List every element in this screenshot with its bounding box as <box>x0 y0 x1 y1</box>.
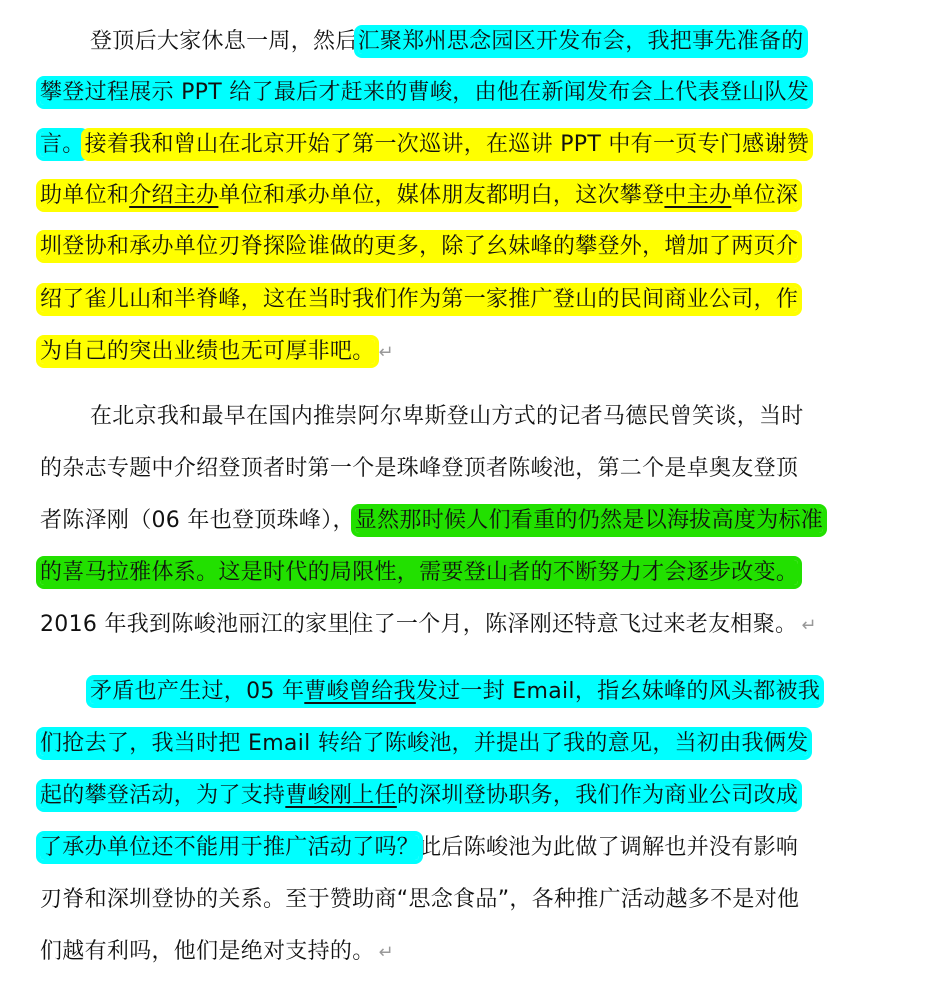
highlight-yellow: 助单位和介绍主办单位和承办单位，媒体朋友都明白，这次攀登中主办单位深 <box>40 183 799 208</box>
highlight-cyan: 起的攀登活动，为了支持曹峻刚上任的深圳登协职务，我们作为商业公司改成 <box>40 783 799 808</box>
underlined-text: 曹峻刚上任 <box>285 783 397 808</box>
para1-line5 <box>40 222 798 272</box>
para3-line6: 们越有利吗，他们是绝对支持的。 ↵ <box>40 939 394 964</box>
highlight-green: 显然那时候人们看重的仍然是以海拔高度为标准 <box>354 508 824 533</box>
highlight-cyan: 攀登过程展示 PPT 给了最后才赶来的曹峻，由他在新闻发布会上代表登山队发 <box>40 80 810 105</box>
para1-line7 <box>40 327 394 377</box>
para1-line6 <box>40 275 798 325</box>
highlight-green: 的喜马拉雅体系。这是时代的局限性，需要登山者的不断努力才会逐步改变。 <box>40 560 799 585</box>
para3-line4: 了承办单位还不能用于推广活动了吗？此后陈峻池为此做了调解也并没有影响 <box>40 835 799 860</box>
para3-line1 <box>90 667 820 717</box>
watermark: 8264.co <box>823 8 911 32</box>
highlight-yellow: 绍了雀儿山和半脊峰，这在当时我们作为第一家推广登山的民间商业公司，作 <box>40 287 799 312</box>
paragraph-mark-icon: ↵ <box>801 615 817 636</box>
highlight-yellow: 接着我和曾山在北京开始了第一次巡讲，在巡讲 PPT 中有一页专门感谢赞 <box>84 132 810 157</box>
underlined-text: 介绍主办 <box>129 183 219 208</box>
para3-line5: 刃脊和深圳登协的关系。至于赞助商“思念食品”，各种推广活动越多不是对他 <box>40 887 800 912</box>
para2-line1: 在北京我和最早在国内推崇阿尔卑斯登山方式的记者马德民曾笑谈，当时 <box>90 404 804 429</box>
highlight-cyan: 汇聚郑州思念园区开发布会，我把事先准备的 <box>357 29 804 54</box>
para2-line3: 者陈泽刚（06 年也登顶珠峰），显然那时候人们看重的仍然是以海拔高度为标准 <box>40 508 824 533</box>
highlight-cyan: 了承办单位还不能用于推广活动了吗？ <box>40 835 420 860</box>
underlined-text: 中主办 <box>664 183 732 208</box>
para2-line2: 的杂志专题中介绍登顶者时第一个是珠峰登顶者陈峻池，第二个是卓奥友登顶 <box>40 456 799 481</box>
highlight-cyan: 矛盾也产生过，05 年曹峻曾给我发过一封 Email，指幺妹峰的风头都被我 <box>90 679 821 704</box>
highlight-cyan: 们抢去了，我当时把 Email 转给了陈峻池，并提出了我的意见，当初由我俩发 <box>40 731 809 756</box>
para1-line1: 登顶后大家休息一周，然后汇聚郑州思念园区开发布会，我把事先准备的 <box>90 29 804 54</box>
para3-line3 <box>40 771 798 821</box>
para3-line2 <box>40 719 808 769</box>
para2-line5: 2016 年我到陈峻池丽江的家里住了一个月，陈泽刚还特意飞过来老友相聚。 ↵ <box>40 612 817 637</box>
highlight-cyan: 言。 <box>40 132 85 157</box>
para1-line2 <box>40 68 809 118</box>
paragraph-mark-icon: ↵ <box>378 942 394 963</box>
para2-line4 <box>40 548 798 598</box>
para1-line3 <box>40 120 809 170</box>
highlight-yellow: 为自己的突出业绩也无可厚非吧。 <box>40 339 375 364</box>
underlined-text: 曹峻曾给我 <box>304 679 416 704</box>
paragraph-mark-icon: ↵ <box>378 342 394 363</box>
para1-line4 <box>40 171 798 221</box>
highlight-yellow: 圳登协和承办单位刃脊探险谁做的更多，除了幺妹峰的攀登外，增加了两页介 <box>40 234 799 259</box>
